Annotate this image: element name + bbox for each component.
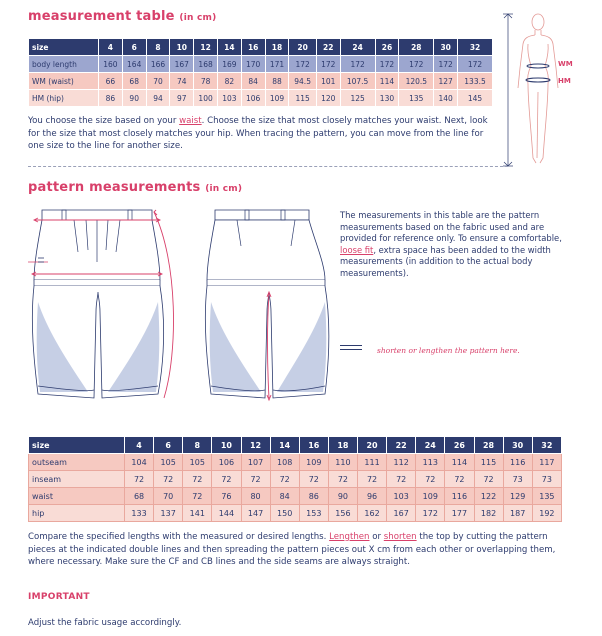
size-header-cell: 24 xyxy=(340,39,375,56)
table-cell: 166 xyxy=(146,56,170,73)
table-cell: 125 xyxy=(340,90,375,107)
table-cell: 72 xyxy=(183,471,212,488)
size-header-cell: 20 xyxy=(358,437,387,454)
header-label: size xyxy=(29,437,125,454)
table-cell: 147 xyxy=(241,505,270,522)
table-cell: 107.5 xyxy=(340,73,375,90)
table-header-row xyxy=(29,437,562,454)
size-header-cell: 8 xyxy=(146,39,170,56)
table-cell: 97 xyxy=(170,90,194,107)
table-cell: 129 xyxy=(503,488,532,505)
table-cell: 86 xyxy=(299,488,328,505)
table-cell: 116 xyxy=(503,454,532,471)
paragraph-text: or xyxy=(369,532,384,542)
table-cell: 73 xyxy=(532,471,561,488)
table-cell: 105 xyxy=(154,454,183,471)
table-cell: 72 xyxy=(125,471,154,488)
size-header-cell: 18 xyxy=(328,437,357,454)
size-header-cell: 12 xyxy=(241,437,270,454)
paragraph-text: . Choose the size that most closely matches your waist. Next, look for the size that most closely matches your hip. When tracing the pattern, you can move from the line for one size to the line for another size. xyxy=(28,116,488,151)
size-header-cell: 22 xyxy=(316,39,340,56)
table-cell: 96 xyxy=(358,488,387,505)
table-cell: 72 xyxy=(299,471,328,488)
table-cell: 90 xyxy=(122,90,146,107)
table-cell: 120 xyxy=(316,90,340,107)
size-header-cell: 4 xyxy=(125,437,154,454)
table-cell: 127 xyxy=(434,73,458,90)
table-cell: 72 xyxy=(358,471,387,488)
size-header-cell: 32 xyxy=(532,437,561,454)
table-cell: 145 xyxy=(458,90,493,107)
table-cell: 107 xyxy=(241,454,270,471)
size-header-cell: 26 xyxy=(445,437,474,454)
table-cell: 172 xyxy=(416,505,445,522)
size-header-cell: 16 xyxy=(299,437,328,454)
table-cell: 84 xyxy=(241,73,265,90)
table-cell: 187 xyxy=(503,505,532,522)
size-header-cell: 6 xyxy=(122,39,146,56)
table-cell: 72 xyxy=(328,471,357,488)
measurement-table-title xyxy=(28,9,216,24)
title-unit: (in cm) xyxy=(179,13,217,23)
important-text: Adjust the fabric usage accordingly. xyxy=(28,618,182,628)
table-cell: 72 xyxy=(416,471,445,488)
table-cell: 115 xyxy=(474,454,503,471)
table-cell: 133 xyxy=(125,505,154,522)
table-cell: 122 xyxy=(474,488,503,505)
table-cell: 135 xyxy=(532,488,561,505)
table-cell: 156 xyxy=(328,505,357,522)
table-cell: 94 xyxy=(146,90,170,107)
pattern-table xyxy=(28,436,562,522)
size-header-cell: 26 xyxy=(375,39,399,56)
size-header-cell: 10 xyxy=(212,437,241,454)
size-header-cell: 24 xyxy=(416,437,445,454)
table-cell: 120.5 xyxy=(399,73,434,90)
table-cell: 172 xyxy=(458,56,493,73)
table-cell: 88 xyxy=(265,73,289,90)
table-cell: 72 xyxy=(387,471,416,488)
table-cell: 86 xyxy=(99,90,123,107)
table-cell: 192 xyxy=(532,505,561,522)
size-header-cell: 4 xyxy=(99,39,123,56)
table-cell: 104 xyxy=(125,454,154,471)
table-cell: 153 xyxy=(299,505,328,522)
table-cell: 133.5 xyxy=(458,73,493,90)
size-header-cell: 10 xyxy=(170,39,194,56)
table-cell: 114 xyxy=(375,73,399,90)
table-cell: 144 xyxy=(212,505,241,522)
table-cell: 110 xyxy=(328,454,357,471)
table-cell: 72 xyxy=(154,471,183,488)
table-cell: 72 xyxy=(241,471,270,488)
table-cell: 130 xyxy=(375,90,399,107)
table-cell: 182 xyxy=(474,505,503,522)
lengthen-paragraph xyxy=(28,531,574,569)
table-cell: 114 xyxy=(445,454,474,471)
table-cell: 100 xyxy=(194,90,218,107)
dashed-divider xyxy=(28,166,508,167)
pattern-description xyxy=(340,210,572,279)
table-row xyxy=(29,56,493,73)
size-header-cell: 20 xyxy=(289,39,316,56)
measurement-table xyxy=(28,38,493,107)
table-cell: 171 xyxy=(265,56,289,73)
table-cell: 106 xyxy=(241,90,265,107)
row-label: WM (waist) xyxy=(29,73,99,90)
table-row xyxy=(29,488,562,505)
table-cell: 164 xyxy=(122,56,146,73)
table-cell: 72 xyxy=(212,471,241,488)
important-heading: IMPORTANT xyxy=(28,592,90,602)
table-cell: 72 xyxy=(445,471,474,488)
size-header-cell: 12 xyxy=(194,39,218,56)
table-cell: 109 xyxy=(265,90,289,107)
size-header-cell: 16 xyxy=(241,39,265,56)
table-cell: 172 xyxy=(316,56,340,73)
row-label: body length xyxy=(29,56,99,73)
table-cell: 115 xyxy=(289,90,316,107)
size-header-cell: 6 xyxy=(154,437,183,454)
title-unit: (in cm) xyxy=(205,184,243,194)
table-cell: 112 xyxy=(387,454,416,471)
table-cell: 135 xyxy=(399,90,434,107)
table-cell: 172 xyxy=(340,56,375,73)
hm-label: HM xyxy=(558,77,571,85)
shorten-note: shorten or lengthen the pattern here. xyxy=(377,346,520,355)
double-line-icon xyxy=(340,345,362,350)
body-figure xyxy=(500,8,595,170)
size-header-cell: 22 xyxy=(387,437,416,454)
paragraph-text: You choose the size based on your xyxy=(28,116,180,126)
size-header-cell: 30 xyxy=(503,437,532,454)
table-cell: 150 xyxy=(270,505,299,522)
size-header-cell: 28 xyxy=(399,39,434,56)
table-cell: 167 xyxy=(387,505,416,522)
table-cell: 108 xyxy=(270,454,299,471)
table-cell: 82 xyxy=(217,73,241,90)
table-row xyxy=(29,505,562,522)
table-cell: 117 xyxy=(532,454,561,471)
table-cell: 76 xyxy=(212,488,241,505)
table-row xyxy=(29,73,493,90)
table-cell: 111 xyxy=(358,454,387,471)
header-label: size xyxy=(29,39,99,56)
shorten-link: shorten xyxy=(383,532,417,542)
table-cell: 106 xyxy=(212,454,241,471)
table-header-row xyxy=(29,39,493,56)
table-row xyxy=(29,454,562,471)
description-text: The measurements in this table are the pattern measurements based on the fabric used and are provided for reference only. To ensure a comfortable, xyxy=(340,210,562,243)
table-cell: 141 xyxy=(183,505,212,522)
table-cell: 80 xyxy=(241,488,270,505)
table-cell: 90 xyxy=(328,488,357,505)
row-label: outseam xyxy=(29,454,125,471)
size-header-cell: 30 xyxy=(434,39,458,56)
row-label: inseam xyxy=(29,471,125,488)
table-cell: 72 xyxy=(183,488,212,505)
title-text: pattern measurements xyxy=(28,180,201,195)
size-header-cell: 14 xyxy=(270,437,299,454)
table-cell: 172 xyxy=(375,56,399,73)
table-cell: 78 xyxy=(194,73,218,90)
lengthen-link: Lengthen xyxy=(329,532,370,542)
title-text: measurement table xyxy=(28,9,175,24)
table-cell: 109 xyxy=(416,488,445,505)
table-cell: 72 xyxy=(270,471,299,488)
waist-link: waist xyxy=(179,116,202,126)
table-cell: 168 xyxy=(194,56,218,73)
table-cell: 172 xyxy=(434,56,458,73)
table-cell: 169 xyxy=(217,56,241,73)
row-label: waist xyxy=(29,488,125,505)
table-row xyxy=(29,471,562,488)
table-cell: 116 xyxy=(445,488,474,505)
table-cell: 74 xyxy=(170,73,194,90)
table-cell: 72 xyxy=(474,471,503,488)
table-cell: 103 xyxy=(387,488,416,505)
description-text: , extra space has been added to the width measurements (in addition to the actual body measurements). xyxy=(340,244,551,278)
table-row xyxy=(29,90,493,107)
table-cell: 160 xyxy=(99,56,123,73)
size-choice-paragraph xyxy=(28,115,498,153)
table-cell: 105 xyxy=(183,454,212,471)
size-header-cell: 8 xyxy=(183,437,212,454)
table-cell: 70 xyxy=(146,73,170,90)
table-cell: 172 xyxy=(399,56,434,73)
row-label: hip xyxy=(29,505,125,522)
table-cell: 177 xyxy=(445,505,474,522)
size-header-cell: 18 xyxy=(265,39,289,56)
table-cell: 113 xyxy=(416,454,445,471)
table-cell: 162 xyxy=(358,505,387,522)
table-cell: 101 xyxy=(316,73,340,90)
paragraph-text: Compare the specified lengths with the measured or desired lengths. xyxy=(28,532,330,542)
table-cell: 94.5 xyxy=(289,73,316,90)
size-header-cell: 32 xyxy=(458,39,493,56)
table-cell: 167 xyxy=(170,56,194,73)
table-cell: 137 xyxy=(154,505,183,522)
pants-front-drawing xyxy=(28,202,188,412)
table-cell: 172 xyxy=(289,56,316,73)
row-label: HM (hip) xyxy=(29,90,99,107)
loose-fit-link: loose fit xyxy=(340,244,374,255)
table-cell: 140 xyxy=(434,90,458,107)
size-header-cell: 28 xyxy=(474,437,503,454)
table-cell: 68 xyxy=(125,488,154,505)
table-cell: 170 xyxy=(241,56,265,73)
table-cell: 73 xyxy=(503,471,532,488)
table-cell: 66 xyxy=(99,73,123,90)
table-cell: 68 xyxy=(122,73,146,90)
table-cell: 70 xyxy=(154,488,183,505)
table-cell: 84 xyxy=(270,488,299,505)
table-cell: 103 xyxy=(217,90,241,107)
pattern-measurements-title xyxy=(28,180,242,195)
wm-label: WM xyxy=(558,60,573,68)
paragraph-text: the top by cutting the pattern pieces at the indicated double lines and then spreading the pattern pieces out X cm from each other or overlapping them, where necessary. Make sure the CF and CB lines and the side seams are always straight. xyxy=(28,532,556,567)
size-header-cell: 14 xyxy=(217,39,241,56)
table-cell: 109 xyxy=(299,454,328,471)
pants-back-drawing xyxy=(185,202,345,412)
